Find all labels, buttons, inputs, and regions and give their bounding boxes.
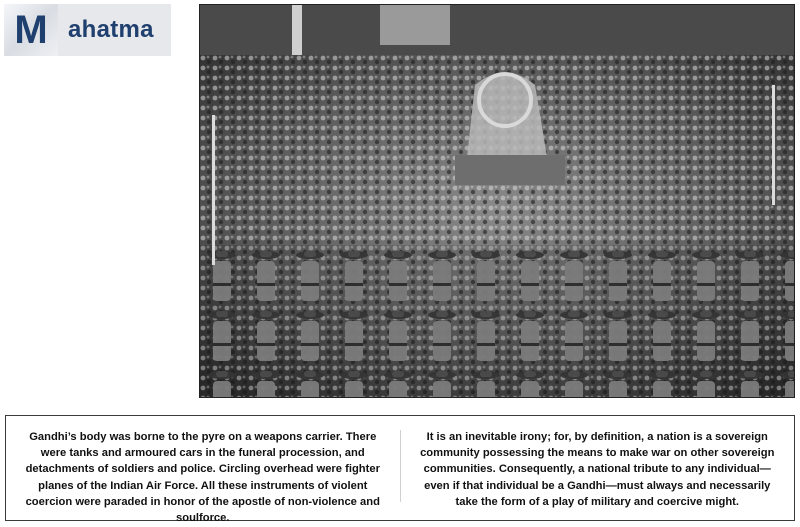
caption-panel [5, 415, 795, 525]
page-title-block [4, 4, 171, 56]
photo-image [200, 5, 794, 397]
caption-left: Gandhi’s body was borne to the pyre on a weapons carrier. There were tanks and armoured cars in the funeral procession, and detachments of soldiers and police. Circling overhead were fighter planes of the Indian Air Force. All these instruments of violent coercion were paraded in honor of the apostle of non-violence and soulforce. [25, 431, 380, 525]
funeral-procession-photo [199, 4, 795, 398]
page-title: ahatma [68, 16, 154, 43]
caption-right: It is an inevitable irony; for, by definition, a nation is a sovereign community possessing the means to make war on other sovereign communities. Consequently, a national tribute to any individual—even if that individual be a Gandhi—must always and necessarily take the form of a play of military and coercive might. [420, 431, 775, 508]
title-initial-letter: M [4, 4, 58, 56]
